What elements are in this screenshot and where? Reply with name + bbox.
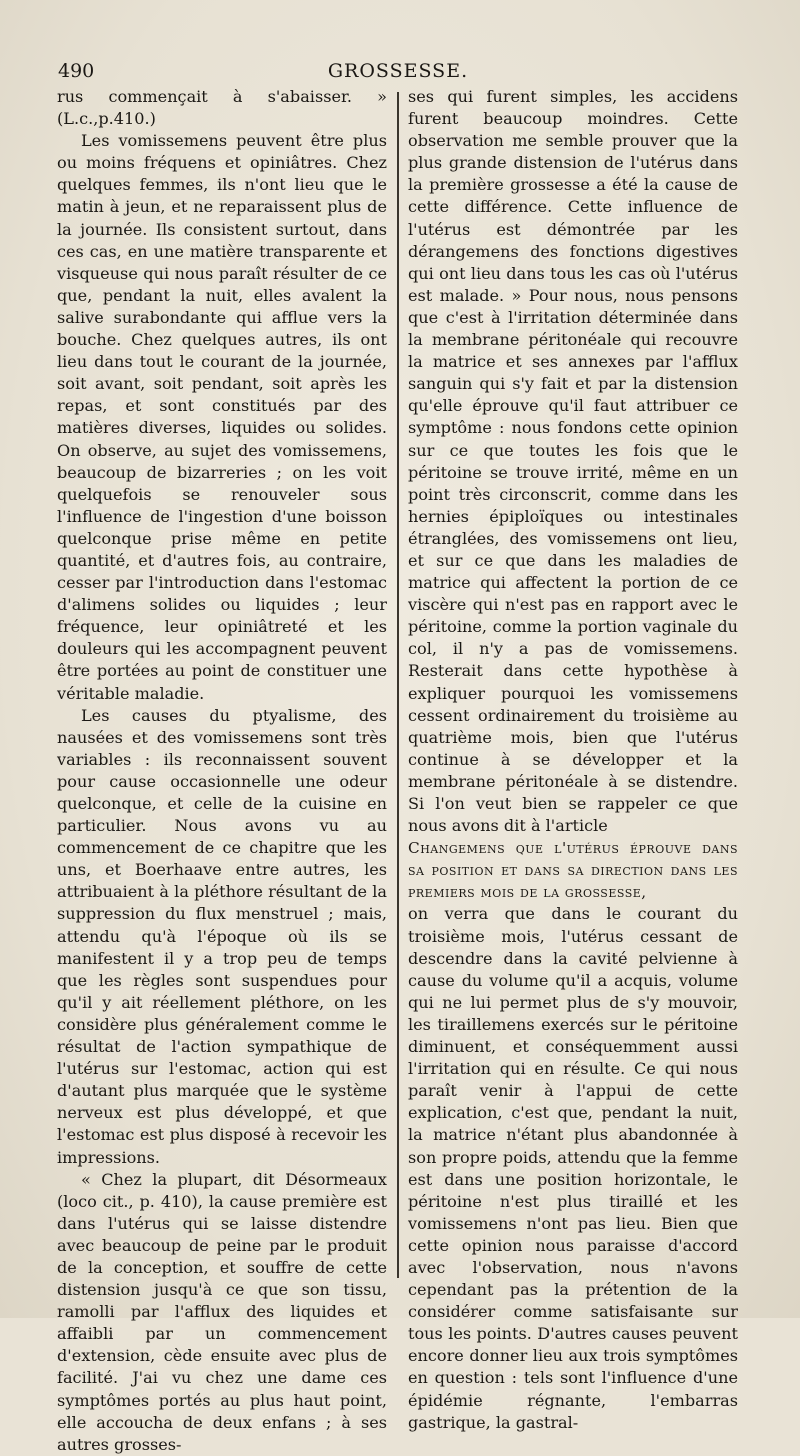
paragraph: Les causes du ptyalisme, des nausées et des vomissemens sont très variables : ils reconnaissent souvent pour cause occasionnelle une odeur quelconque, et celle de la cuisine en particulier. Nous avons vu au commencement de ce chapitre que les uns, et Boerhaave entre autres, les attribuaient à la pléthore résultant de la suppression du flux menstruel ; mais, attendu qu'à l'époque où ils se manifestent il y a trop peu de temps que les règles sont suspendues pour qu'il y ait réellement pléthore, on les considère plus généralement comme le résultat de l'action sympathique de l'utérus sur l'estomac, action qui est d'autant plus marquée que le système nerveux est plus développé, et que l'estomac est plus disposé à recevoir les impressions.: [57, 705, 387, 1167]
right-column: [408, 86, 738, 1434]
page-number: 490: [58, 60, 95, 82]
paragraph: on verra que dans le courant du troisième mois, l'utérus cessant de descendre dans la cavité pelvienne à cause du volume qu'il a acquis, volume qui ne lui permet plus de s'y mouvoir, les tiraillemens exercés sur le péritoine diminuent, et conséquemment aussi l'irritation qui en résulte. Ce qui nous paraît venir à l'appui de cette explication, c'est que, pendant la nuit, la matrice n'étant plus abandonnée à son propre poids, attendu que la femme est dans une position horizontale, le péritoine n'est plus tiraillé et les vomissemens n'ont pas lieu. Bien que cette opinion nous paraisse d'accord avec l'observation, nous n'avons cependant pas la prétention de la considérer comme satisfaisante sur tous les points. D'autres causes peuvent encore donner lieu aux trois symptômes en question : tels sont l'influence d'une épidémie régnante, l'embarras gastrique, la gastral-: [408, 904, 738, 1432]
paragraph: ses qui furent simples, les accidens furent beaucoup moindres. Cette observation me semble prouver que la plus grande distension de l'utérus dans la première grossesse a été la cause de cette différence. Cette influence de l'utérus est démontrée par les dérangemens des fonctions digestives qui ont lieu dans tous les cas où l'utérus est malade. » Pour nous, nous pensons que c'est à l'irritation déterminée dans la membrane péritonéale qui recouvre la matrice et ses annexes par l'afflux sanguin qui s'y fait et par la distension qu'elle éprouve qu'il faut attribuer ce symptôme : nous fondons cette opinion sur ce que toutes les fois que le péritoine se trouve irrité, même en un point très circonscrit, comme dans les hernies épiploïques ou intestinales étranglées, des vomissemens ont lieu, et sur ce que dans les maladies de matrice qui affectent la portion de ce viscère qui n'est pas en rapport avec le péritoine, comme la portion vaginale du col, il n'y a pas de vomissemens. Resterait dans cette hypothèse à expliquer pourquoi les vomissemens cessent ordinairement du troisième au quatrième mois, bien que l'utérus continue à se développer et la membrane péritonéale à se distendre. Si l'on veut bien se rappeler ce que nous avons dit à l'article: [408, 87, 738, 836]
column-divider: [397, 92, 399, 1278]
section-reference: Changemens que l'utérus éprouve dans sa position et dans sa direction dans les premiers mois de la grossesse,: [408, 839, 738, 902]
page-header: [58, 58, 738, 84]
paragraph: « Chez la plupart, dit Désormeaux (loco cit., p. 410), la cause première est dans l'utérus qui se laisse distendre avec beaucoup de peine par le produit de la conception, et souffre de cette distension jusqu'à ce que son tissu, ramolli par l'afflux des liquides et affaibli par un commencement d'extension, cède ensuite avec plus de facilité. J'ai vu chez une dame ces symptômes portés au plus haut point, elle accoucha de deux enfans ; à ses autres grosses-: [57, 1169, 387, 1454]
paragraph: rus commençait à s'abaisser. » (L.c.,p.410.): [57, 87, 387, 129]
paragraph: Les vomissemens peuvent être plus ou moins fréquens et opiniâtres. Chez quelques femmes, ils n'ont lieu que le matin à jeun, et ne reparaissent plus de la journée. Ils consistent surtout, dans ces cas, en une matière transparente et visqueuse qui nous paraît résulter de ce que, pendant la nuit, elles avalent la salive surabondante qui afflue vers la bouche. Chez quelques autres, ils ont lieu dans tout le courant de la journée, soit avant, soit pendant, soit après les repas, et sont constitués par des matières diverses, liquides ou solides. On observe, au sujet des vomissemens, beaucoup de bizarreries ; on les voit quelquefois se renouveler sous l'influence de l'ingestion d'une boisson quelconque prise même en petite quantité, et d'autres fois, au contraire, cesser par l'introduction dans l'estomac d'alimens solides ou liquides ; leur fréquence, leur opiniâtreté et les douleurs qui les accompagnent peuvent être portées au point de constituer une véritable maladie.: [57, 131, 387, 703]
left-column: [57, 86, 387, 1456]
running-title: GROSSESSE.: [327, 60, 469, 82]
